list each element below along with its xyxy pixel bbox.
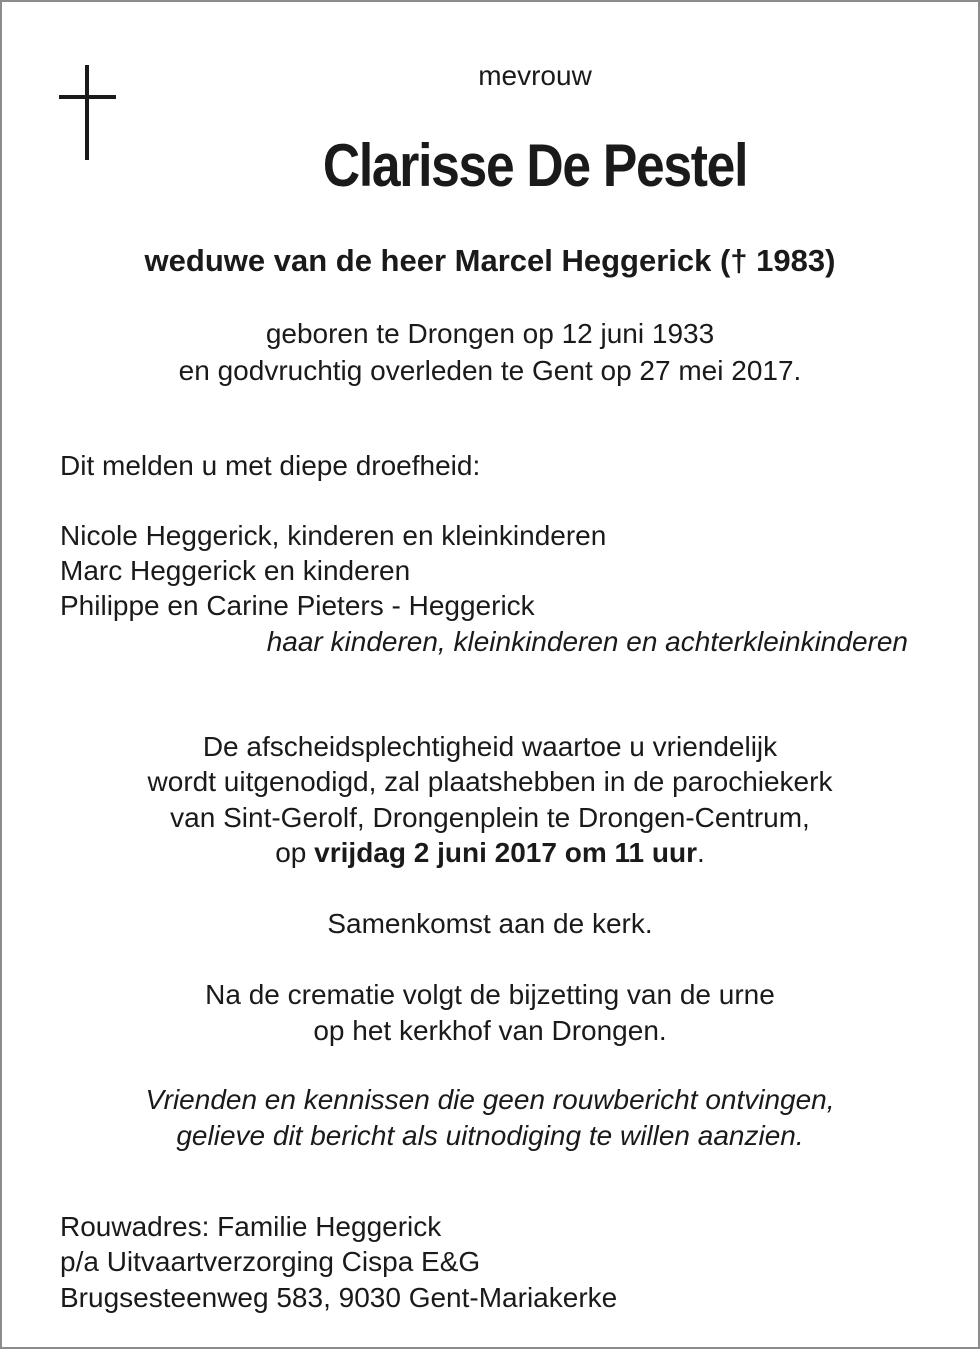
ceremony-line-4 bbox=[2, 835, 978, 871]
ceremony-date: vrijdag 2 juni 2017 om 11 uur bbox=[314, 837, 697, 868]
salutation: mevrouw bbox=[478, 60, 592, 91]
family-member: Philippe en Carine Pieters - Heggerick bbox=[60, 590, 535, 621]
ceremony-line-3: van Sint-Gerolf, Drongenplein te Drongen-Centrum, bbox=[170, 802, 810, 833]
widow-line: weduwe van de heer Marcel Heggerick († 1983) bbox=[144, 243, 836, 278]
address-line: p/a Uitvaartverzorging Cispa E&G bbox=[60, 1246, 481, 1277]
birth-line: geboren te Drongen op 12 juni 1933 bbox=[265, 318, 715, 349]
family-member: Marc Heggerick en kinderen bbox=[60, 555, 411, 586]
ceremony-line-1: De afscheidsplechtigheid waartoe u vriendelijk bbox=[202, 731, 778, 762]
invitation-note-2: gelieve dit bericht als uitnodiging te willen aanzien. bbox=[176, 1120, 804, 1151]
address-line: Brugsesteenweg 583, 9030 Gent-Mariakerke bbox=[60, 1282, 618, 1313]
announcement: Dit melden u met diepe droefheid: bbox=[60, 450, 481, 481]
ceremony-date-suffix: . bbox=[696, 837, 705, 868]
deceased-name: Clarisse De Pestel bbox=[322, 132, 748, 199]
family-relation: haar kinderen, kleinkinderen en achterkleinkinderen bbox=[266, 626, 908, 657]
ceremony-date-prefix: op bbox=[275, 837, 315, 868]
urn-line-1: Na de crematie volgt de bijzetting van de urne bbox=[205, 979, 775, 1010]
family-member: Nicole Heggerick, kinderen en kleinkinderen bbox=[60, 520, 607, 551]
death-line: en godvruchtig overleden te Gent op 27 mei 2017. bbox=[178, 355, 802, 386]
urn-line-2: op het kerkhof van Drongen. bbox=[313, 1015, 667, 1046]
ceremony-line-2: wordt uitgenodigd, zal plaatshebben in de parochiekerk bbox=[147, 766, 833, 797]
address-line: Rouwadres: Familie Heggerick bbox=[60, 1211, 442, 1242]
invitation-note-1: Vrienden en kennissen die geen rouwbericht ontvingen, bbox=[145, 1084, 835, 1115]
gathering: Samenkomst aan de kerk. bbox=[327, 908, 653, 939]
